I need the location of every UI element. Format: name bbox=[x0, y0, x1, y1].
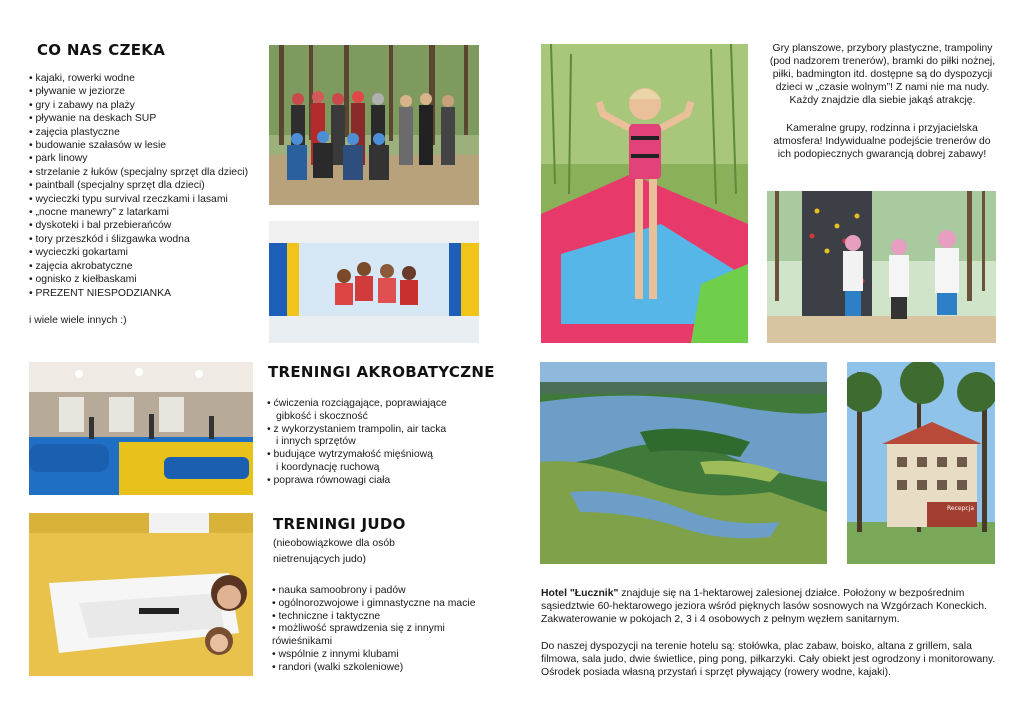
photo-judo bbox=[29, 513, 253, 676]
list-item: • park linowy bbox=[29, 152, 264, 165]
photo-inflatable bbox=[269, 221, 479, 343]
hotel-reception-sign: Recepcja bbox=[947, 505, 975, 512]
list-item: • ognisko z kiełbaskami bbox=[29, 273, 264, 286]
list-item-cont: gibkość i skoczność bbox=[276, 410, 368, 422]
list-item: • strzelanie z łuków (specjalny sprzęt dla dzieci) bbox=[29, 166, 264, 179]
activities-list bbox=[29, 72, 264, 300]
hotel-name: Hotel "Łucznik" bbox=[541, 588, 619, 599]
treningi-akrobatyczne-title: TRENINGI AKROBATYCZNE bbox=[268, 363, 495, 381]
co-nas-czeka-title: CO NAS CZEKA bbox=[37, 41, 166, 59]
list-item: • gry i zabawy na plaży bbox=[29, 99, 264, 112]
photo-climbing-wall bbox=[767, 191, 996, 343]
photo-acrobatics-hall bbox=[29, 362, 253, 495]
acrobatics-list bbox=[267, 398, 497, 488]
list-item: • pływanie w jeziorze bbox=[29, 85, 264, 98]
list-item: • paintball (specjalny sprzęt dla dzieci) bbox=[29, 179, 264, 192]
list-item: • z wykorzystaniem trampolin, air tacka bbox=[267, 424, 497, 437]
photo-girl-pedalboat bbox=[541, 44, 748, 343]
photo-hotel-building bbox=[847, 362, 995, 564]
photo-aerial-lake bbox=[540, 362, 827, 564]
judo-list bbox=[272, 585, 502, 675]
treningi-judo-title: TRENINGI JUDO bbox=[273, 515, 406, 533]
facilities-paragraph: Do naszej dyspozycji na terenie hotelu są: stołówka, plac zabaw, boisko, altana z grillem, sala filmowa, sala judo, dwie świetlice, ping pong, piłkarzyki. Cały obiekt jest ogrodzony i monitorowany. Ośrodek posiada własną przystań i sprzęt pływający (rowery wodne, kajaki). bbox=[541, 641, 996, 678]
activities-footer: i wiele wiele innych :) bbox=[29, 315, 127, 326]
list-item: • wycieczki typu survival rzeczkami i lasami bbox=[29, 193, 264, 206]
list-item: • randori (walki szkoleniowe) bbox=[272, 662, 502, 675]
list-item: • wycieczki gokartami bbox=[29, 246, 264, 259]
judo-subtitle-1: (nieobowiązkowe dla osób bbox=[273, 538, 395, 549]
list-item: • dyskoteki i bal przebierańców bbox=[29, 219, 264, 232]
list-item-cont: i innych sprzętów bbox=[276, 436, 356, 448]
list-item: • techniczne i taktyczne bbox=[272, 611, 502, 624]
list-item: • zajęcia akrobatyczne bbox=[29, 260, 264, 273]
list-item-cont: i koordynację ruchową bbox=[276, 461, 380, 473]
list-item: • tory przeszkód i ślizgawka wodna bbox=[29, 233, 264, 246]
list-item: • kajaki, rowerki wodne bbox=[29, 72, 264, 85]
atmosphere-paragraph: Kameralne grupy, rodzinna i przyjacielska atmosfera! Indywidualne podejście trenerów do ich podopiecznych gwarancją dobrej zabawy! bbox=[773, 123, 991, 160]
list-item: • ogólnorozwojowe i gimnastyczne na macie bbox=[272, 598, 502, 611]
list-item: • pływanie na deskach SUP bbox=[29, 112, 264, 125]
photo-kids-forest bbox=[269, 45, 479, 205]
judo-subtitle-2: nietrenujących judo) bbox=[273, 554, 366, 565]
intro-paragraph: Gry planszowe, przybory plastyczne, trampoliny (pod nadzorem trenerów), bramki do piłki nożnej, piłki, badmington itd. dostępne są do dyspozycji dzieci w „czasie wolnym”! Z nami nie ma nudy. Każdy znajdzie dla siebie jakąś atrakcję. bbox=[769, 43, 996, 106]
list-item: • możliwość sprawdzenia się z innymi bbox=[272, 623, 502, 636]
list-item: • wspólnie z innymi klubami bbox=[272, 649, 502, 662]
list-item: • „nocne manewry” z latarkami bbox=[29, 206, 264, 219]
list-item: • poprawa równowagi ciała bbox=[267, 475, 497, 488]
list-item: • ćwiczenia rozciągające, poprawiające bbox=[267, 398, 497, 411]
hotel-paragraph bbox=[541, 587, 996, 626]
list-item: • nauka samoobrony i padów bbox=[272, 585, 502, 598]
list-item: • budowanie szałasów w lesie bbox=[29, 139, 264, 152]
list-item: • zajęcia plastyczne bbox=[29, 126, 264, 139]
list-item: • PREZENT NIESPODZIANKA bbox=[29, 287, 264, 300]
list-item-cont: rówieśnikami bbox=[272, 636, 333, 648]
hotel-description: znajduje się na 1-hektarowej zalesionej działce. Położony w bezpośrednim sąsiedztwie 60-hektarowego jeziora wśród pięknych lasów sosnowych na Wzgórzach Koneckich. Zakwaterowanie w pokojach 2, 3 i 4 osobowych z pełnym węzłem sanitarnym. bbox=[541, 588, 987, 625]
list-item: • budujące wytrzymałość mięśniową bbox=[267, 449, 497, 462]
